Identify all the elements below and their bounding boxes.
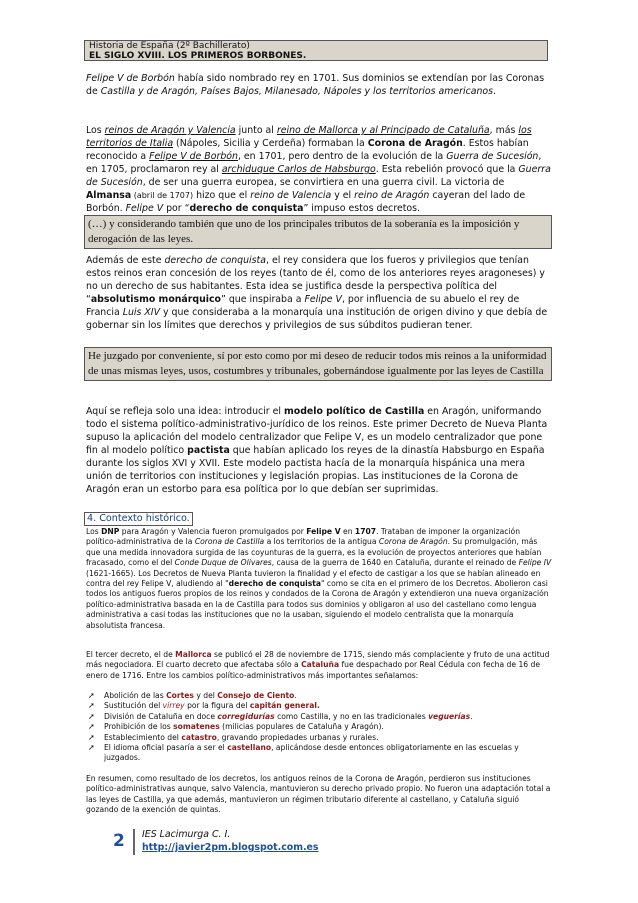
paragraph-mallorca-cataluna: El tercer decreto, el de Mallorca se publicó el 28 de noviembre de 1715, siendo más complaciente y fruto de una actitud más negociadora. El cuarto decreto que afectaba sólo a Cataluña fue despachado por Real Cédula con fecha de 16 de enero de 1716. Entre los cambios político-administrativos más importantes señalamos: (86, 650, 550, 680)
list-item: ➚ El idioma oficial pasaría a ser el castellano, aplicándose desde entonces obligatoriamente en las escuelas y juzgados. (88, 743, 519, 763)
section-heading: 4. Contexto histórico. (84, 512, 193, 526)
arrow-bullet-icon: ➚ (88, 732, 95, 742)
arrow-bullet-icon: ➚ (88, 711, 95, 721)
arrow-bullet-icon: ➚ (88, 743, 95, 753)
footer-divider (133, 829, 135, 855)
paragraph-dnp: Los DNP para Aragón y Valencia fueron promulgados por Felipe V en 1707. Trataban de imponer la organización político-administrativa de la Corona de Castilla a los territorios de la antigua Corona de Aragón. Su promulgación, más que una medida innovadora surgida de las coyunturas de la guerra, es la evolución de proyectos anteriores que habían fracasado, como el del Conde Duque de Olivares, causa de la guerra de 1640 en Cataluña, durante el reinado de Felipe IV (1621-1665). Los Decretos de Nueva Planta tuvieron la finalidad y el efecto de castigar a los que se habían alineado en contra del rey Felipe V, aludiendo al "derecho de conquista" como se cita en el primero de los Decretos. Abolieron casi todos los antiguos fueros propios de los reinos y condados de la Corona de Aragón y extendieron una nueva organización político-administrativa basada en la de Castilla para todos sus dominios y obligaron al uso del castellano como lengua administrativa a casi todas las instituciones que no la usaban, siguiendo el modelo centralista que la monarquía absolutista francesa. (86, 527, 552, 630)
quote-box-2: He juzgado por conveniente, sí por esto como por mi deseo de reducir todos mis reinos a la uniformidad de unas mismas leyes, usos, costumbres y tribunales, gobernándose igualmente por las leyes de Castilla (84, 347, 552, 381)
list-item: ➚ Sustitución del virrey por la figura del capitán general. (88, 701, 320, 711)
list-item: ➚ Establecimiento del catastro, gravando propiedades urbanas y rurales. (88, 732, 379, 742)
list-item: ➚ División de Cataluña en doce corregidurías como Castilla, y no en las tradicionales veguerías. (88, 711, 473, 721)
quote-box-1: (…) y considerando también que uno de los principales tributos de la soberanía es la imposición y derogación de las leyes. (84, 215, 552, 249)
paragraph-intro: Felipe V de Borbón había sido nombrado rey en 1701. Sus dominios se extendían por las Coronas de Castilla y de Aragón, Países Bajos, Milanesado, Nápoles y los territorios americanos. (86, 73, 545, 97)
list-item: ➚ Prohibición de los somatenes (milicias populares de Cataluña y Aragón). (88, 722, 384, 732)
changes-list (86, 691, 552, 764)
paragraph-modelo-politico: Aquí se refleja solo una idea: introducir el modelo político de Castilla en Aragón, uniformando todo el sistema político-administrativo-jurídico de los reinos. Este primer Decreto de Nueva Planta supuso la aplicación del modelo centralizador que Felipe V, es un modelo centralizador que pone fin al modelo político pactista que habían aplicado los reyes de la dinastía Habsburgo en España durante los siglos XVI y XVII. Este modelo pactista hacía de la monarquía hispánica una mera unión de territorios con instituciones y legislación propias. Las instituciones de la Corona de Aragón eran un estorbo para esa política por lo que debían ser suprimidas. (86, 406, 548, 495)
header-chapter-title: EL SIGLO XVIII. LOS PRIMEROS BORBONES. (89, 51, 307, 61)
arrow-bullet-icon: ➚ (88, 691, 95, 700)
arrow-bullet-icon: ➚ (88, 722, 95, 732)
document-header (84, 40, 548, 61)
footer-school: IES Lacimurga C. I. (142, 829, 231, 840)
paragraph-resumen: En resumen, como resultado de los decretos, los antiguos reinos de la Corona de Aragón, perdieron sus instituciones político-administrativas aunque, salvo Valencia, mantuvieron su derecho privado propio. No fueron una adaptación total a las leyes de Castilla, ya que además, mantuvieron un régimen tributario diferente al castellano, y Cataluña siguió gozando de la exención de quintas. (86, 774, 551, 815)
footer-blog-link[interactable]: http://javier2pm.blogspot.com.es (142, 842, 319, 853)
list-item: ➚ Abolición de las Cortes y del Consejo de Ciento. (88, 691, 297, 700)
paragraph-corona-aragon: Los reinos de Aragón y Valencia junto al reino de Mallorca y al Principado de Cataluña, más los territorios de Italia (Nápoles, Sicilia y Cerdeña) formaban la Corona de Aragón. Estos habían reconocido a Felipe V de Borbón, en 1701, pero dentro de la evolución de la Guerra de Sucesión, en 1705, proclamaron rey al archiduque Carlos de Habsburgo. Esta rebelión provocó que la Guerra de Sucesión, de ser una guerra europea, se convirtiera en una guerra civil. La victoria de Almansa (abril de 1707) hizo que el reino de Valencia y el reino de Aragón cayeran del lado de Borbón. Felipe V por “derecho de conquista” impuso estos decretos. (86, 125, 551, 214)
page-number: 2 (113, 831, 125, 851)
header-course: Historia de España (2º Bachillerato) (89, 41, 250, 51)
paragraph-absolutismo: Además de este derecho de conquista, el rey considera que los fueros y privilegios que tenían estos reinos eran concesión de los reyes (tanto de él, como de los anteriores reyes aragoneses) y no un derecho de sus habitantes. Esta idea se justifica desde la perspectiva política del “absolutismo monárquico” que inspiraba a Felipe V, por influencia de su abuelo el rey de Francia Luis XIV y que consideraba a la monarquía una institución de origen divino y que debía de gobernar sin los límites que derechos y privilegios de sus súbditos pudieran tener. (86, 255, 548, 331)
arrow-bullet-icon: ➚ (88, 701, 95, 711)
